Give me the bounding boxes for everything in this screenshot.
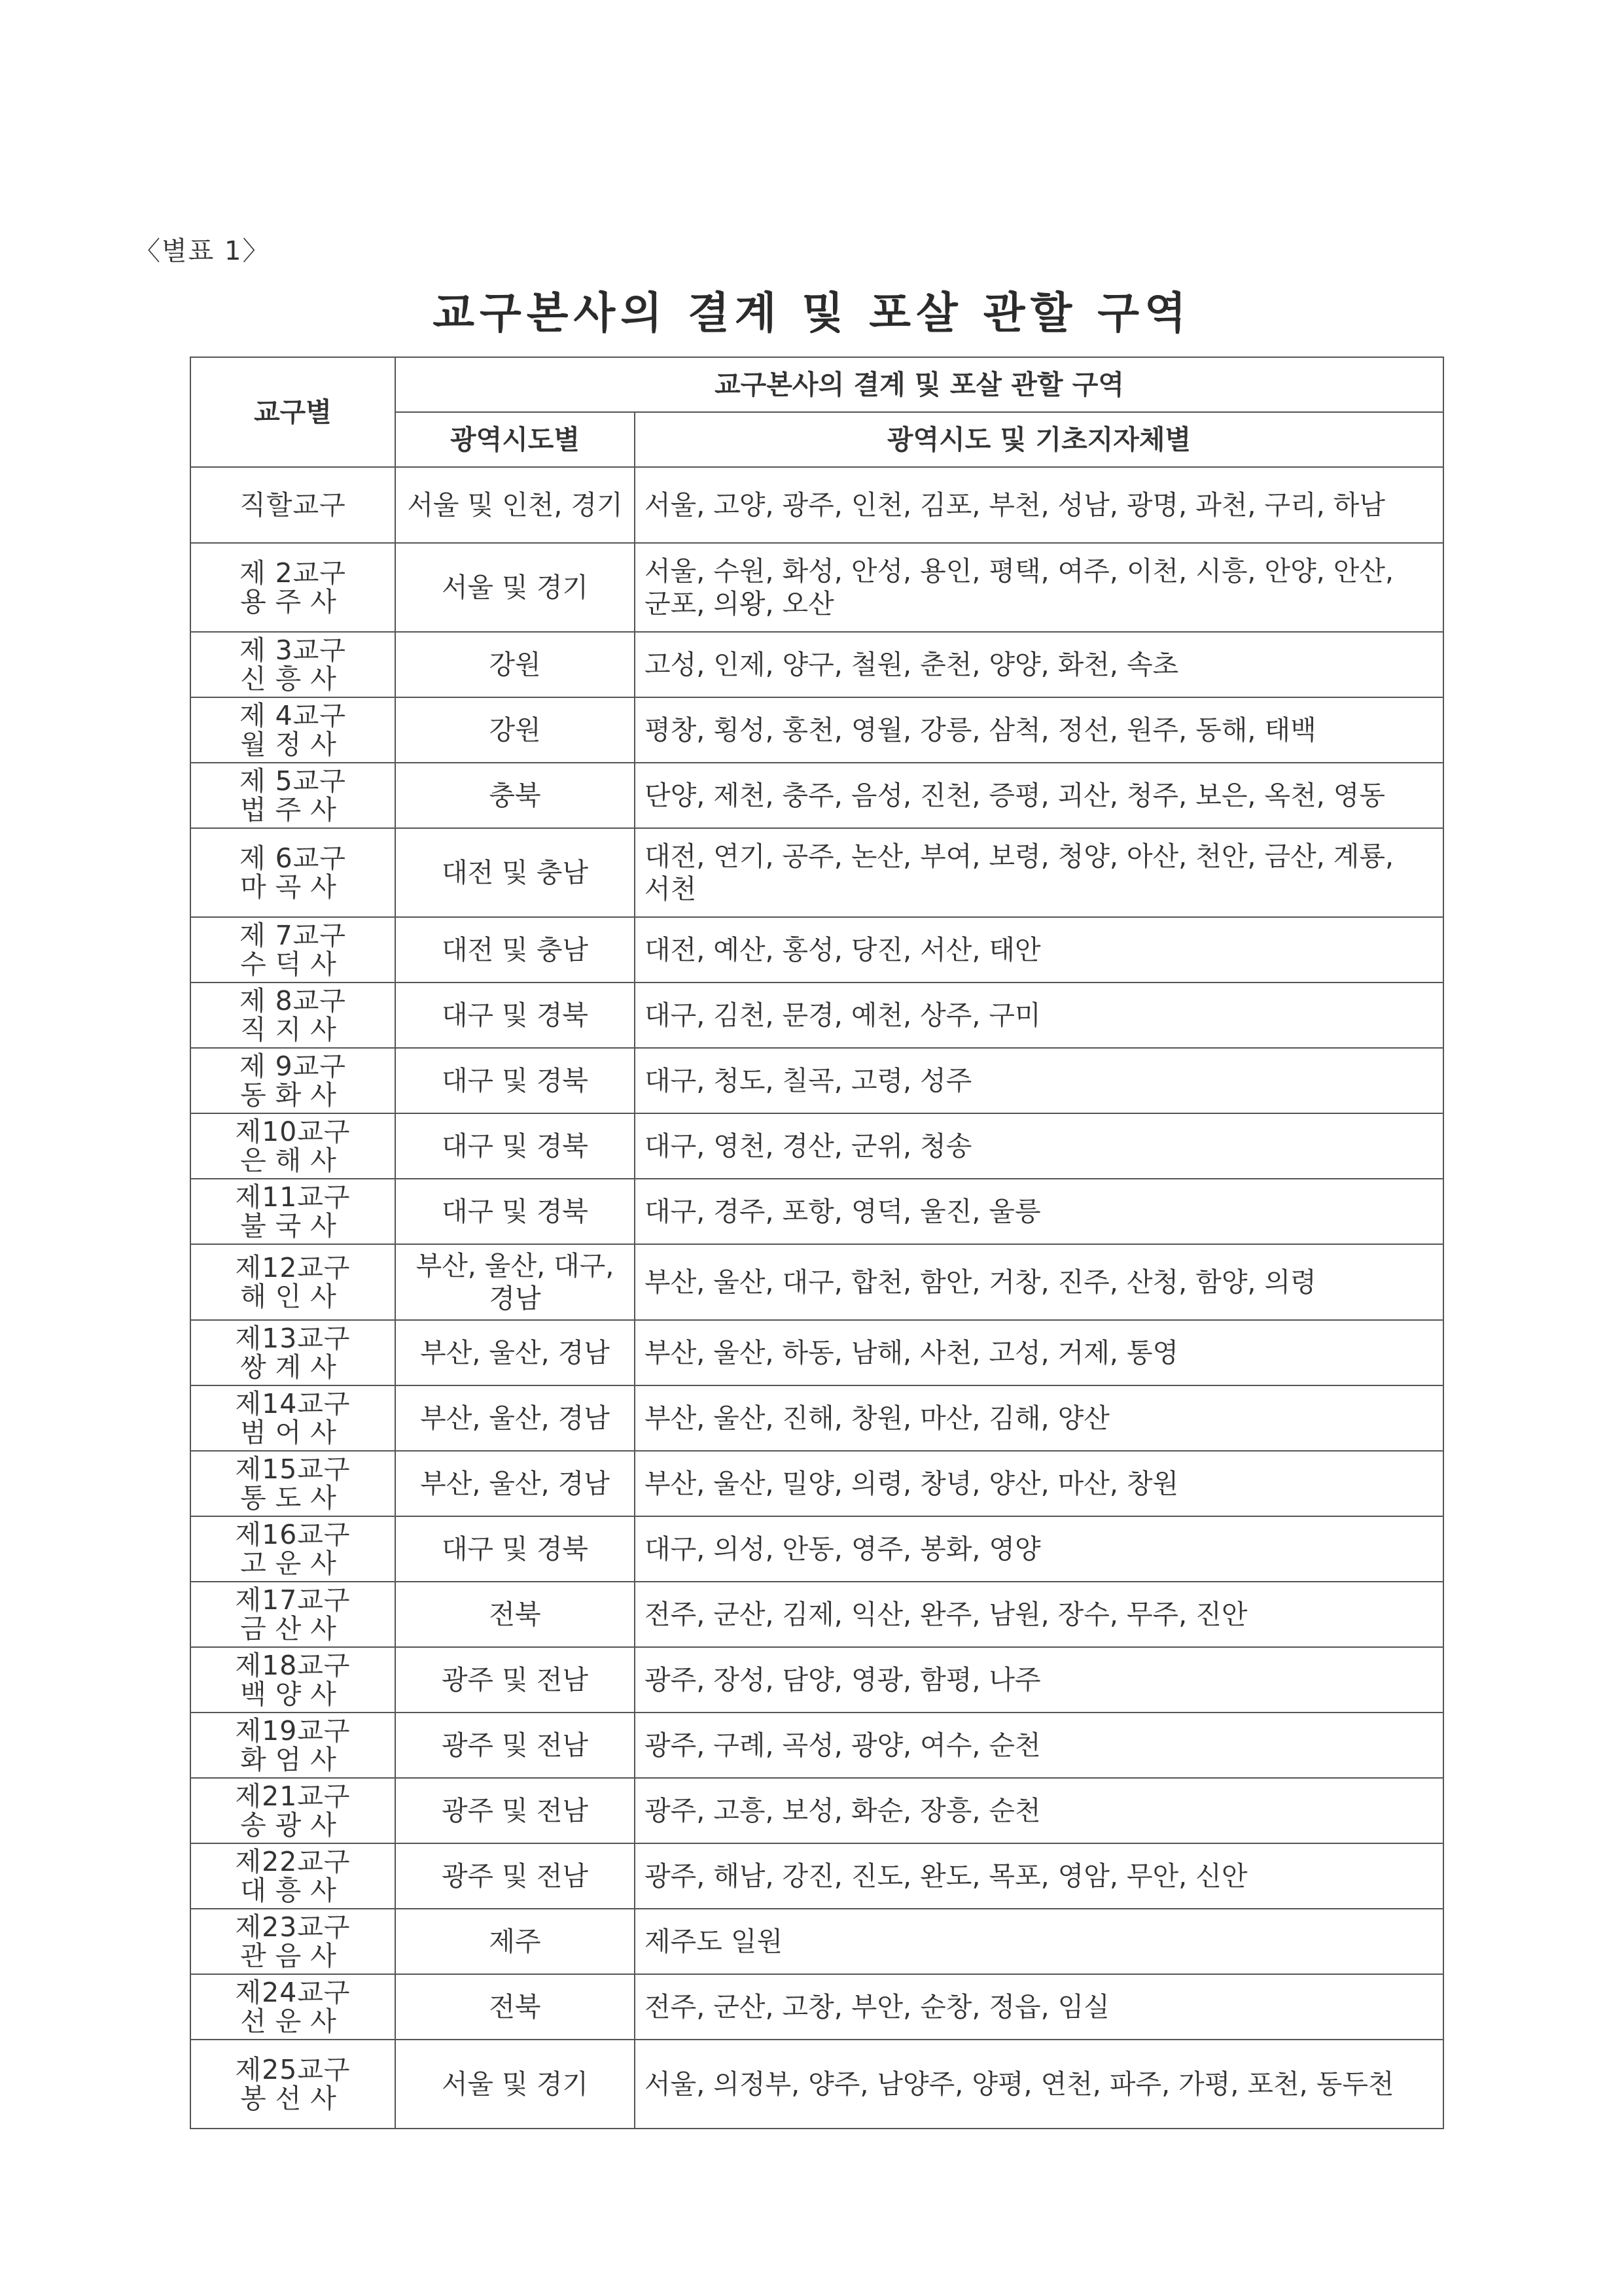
table-row (190, 543, 1443, 632)
region-cell: 전북 (395, 1582, 635, 1647)
district-cell (190, 1778, 395, 1843)
local-cell: 부산, 울산, 대구, 합천, 함안, 거창, 진주, 산청, 함양, 의령 (635, 1244, 1443, 1320)
region-cell: 서울 및 인천, 경기 (395, 467, 635, 543)
local-cell: 부산, 울산, 밀양, 의령, 창녕, 양산, 마산, 창원 (635, 1451, 1443, 1516)
district-number: 제19교구 (235, 1715, 351, 1747)
district-cell (190, 1974, 395, 2040)
region-cell: 대구 및 경북 (395, 1048, 635, 1113)
table-row (190, 1320, 1443, 1385)
table-row (190, 917, 1443, 983)
table-row (190, 632, 1443, 697)
local-cell: 대구, 영천, 경산, 군위, 청송 (635, 1113, 1443, 1179)
local-cell: 서울, 의정부, 양주, 남양주, 양평, 연천, 파주, 가평, 포천, 동두천 (635, 2040, 1443, 2129)
table-header (190, 357, 1443, 467)
region-cell: 부산, 울산, 대구, 경남 (395, 1244, 635, 1320)
district-number: 제11교구 (235, 1181, 351, 1213)
district-cell (190, 917, 395, 983)
local-cell: 대전, 예산, 홍성, 당진, 서산, 태안 (635, 917, 1443, 983)
district-cell (190, 1713, 395, 1778)
region-cell: 제주 (395, 1909, 635, 1974)
temple-name: 고운사 (240, 1548, 345, 1579)
temple-name: 직지사 (240, 1014, 345, 1045)
temple-name: 통도사 (240, 1482, 345, 1514)
temple-name: 금산사 (240, 1613, 345, 1644)
header-area-group: 교구본사의 결계 및 포살 관할 구역 (395, 357, 1443, 412)
local-cell: 부산, 울산, 하동, 남해, 사천, 고성, 거제, 통영 (635, 1320, 1443, 1385)
district-number: 제 5교구 (239, 765, 346, 797)
district-number: 제12교구 (235, 1252, 351, 1283)
table-row (190, 983, 1443, 1048)
district-number: 제 2교구 (239, 557, 346, 589)
annex-label: 〈별표 1〉 (134, 236, 270, 266)
temple-name: 마곡사 (240, 871, 345, 903)
table-row (190, 1516, 1443, 1582)
temple-name: 법주사 (240, 794, 345, 826)
district-cell (190, 828, 395, 917)
local-cell: 광주, 구례, 곡성, 광양, 여수, 순천 (635, 1713, 1443, 1778)
district-number: 제18교구 (235, 1650, 351, 1681)
region-cell: 충북 (395, 763, 635, 828)
local-cell: 광주, 장성, 담양, 영광, 함평, 나주 (635, 1647, 1443, 1713)
district-cell (190, 1909, 395, 1974)
district-cell (190, 632, 395, 697)
region-cell: 대구 및 경북 (395, 1179, 635, 1244)
region-cell: 대구 및 경북 (395, 983, 635, 1048)
district-number: 제13교구 (235, 1323, 351, 1354)
temple-name: 동화사 (240, 1079, 345, 1111)
local-cell: 대구, 청도, 칠곡, 고령, 성주 (635, 1048, 1443, 1113)
region-cell: 광주 및 전남 (395, 1843, 635, 1909)
table-row (190, 467, 1443, 543)
table-row (190, 1113, 1443, 1179)
jurisdiction-table (190, 357, 1444, 2129)
district-cell (190, 1244, 395, 1320)
temple-name: 수덕사 (240, 948, 345, 980)
local-cell: 대전, 연기, 공주, 논산, 부여, 보령, 청양, 아산, 천안, 금산, 계룡, 서천 (635, 828, 1443, 917)
local-cell: 부산, 울산, 진해, 창원, 마산, 김해, 양산 (635, 1385, 1443, 1451)
document-title: 교구본사의 결계 및 포살 관할 구역 (432, 288, 1192, 338)
district-number: 제25교구 (235, 2054, 351, 2085)
temple-name: 용주사 (240, 586, 345, 617)
table-row (190, 1179, 1443, 1244)
temple-name: 해인사 (240, 1281, 345, 1312)
table-row (190, 1778, 1443, 1843)
local-cell: 대구, 경주, 포항, 영덕, 울진, 울릉 (635, 1179, 1443, 1244)
temple-name: 송광사 (240, 1809, 345, 1841)
temple-name: 쌍계사 (240, 1351, 345, 1383)
temple-name: 봉선사 (240, 2083, 345, 2114)
local-cell: 단양, 제천, 충주, 음성, 진천, 증평, 괴산, 청주, 보은, 옥천, 영동 (635, 763, 1443, 828)
district-cell (190, 763, 395, 828)
district-number: 직할교구 (239, 489, 346, 521)
region-cell: 강원 (395, 632, 635, 697)
district-cell (190, 2040, 395, 2129)
table-row (190, 1451, 1443, 1516)
district-cell (190, 983, 395, 1048)
district-cell (190, 1451, 395, 1516)
local-cell: 대구, 김천, 문경, 예천, 상주, 구미 (635, 983, 1443, 1048)
district-cell (190, 697, 395, 763)
local-cell: 광주, 고흥, 보성, 화순, 장흥, 순천 (635, 1778, 1443, 1843)
district-number: 제17교구 (235, 1584, 351, 1616)
jurisdiction-table-container (190, 357, 1443, 2129)
table-row (190, 1244, 1443, 1320)
table-row (190, 2040, 1443, 2129)
temple-name: 불국사 (240, 1210, 345, 1242)
temple-name: 범어사 (240, 1417, 345, 1448)
table-row (190, 1385, 1443, 1451)
district-cell (190, 1516, 395, 1582)
region-cell: 대구 및 경북 (395, 1113, 635, 1179)
local-cell: 전주, 군산, 고창, 부안, 순창, 정읍, 임실 (635, 1974, 1443, 2040)
header-district: 교구별 (190, 357, 395, 467)
region-cell: 서울 및 경기 (395, 543, 635, 632)
local-cell: 서울, 고양, 광주, 인천, 김포, 부천, 성남, 광명, 과천, 구리, 하남 (635, 467, 1443, 543)
table-row (190, 1647, 1443, 1713)
district-cell (190, 1048, 395, 1113)
district-number: 제14교구 (235, 1388, 351, 1419)
temple-name: 선운사 (240, 2006, 345, 2037)
district-cell (190, 467, 395, 543)
temple-name: 월정사 (240, 729, 345, 760)
district-cell (190, 1843, 395, 1909)
region-cell: 광주 및 전남 (395, 1647, 635, 1713)
table-row (190, 1713, 1443, 1778)
local-cell: 고성, 인제, 양구, 철원, 춘천, 양양, 화천, 속초 (635, 632, 1443, 697)
region-cell: 서울 및 경기 (395, 2040, 635, 2129)
table-row (190, 763, 1443, 828)
table-row (190, 697, 1443, 763)
district-number: 제 7교구 (239, 920, 346, 951)
region-cell: 대전 및 충남 (395, 917, 635, 983)
district-cell (190, 1113, 395, 1179)
district-cell (190, 1385, 395, 1451)
temple-name: 신흥사 (240, 663, 345, 695)
region-cell: 대전 및 충남 (395, 828, 635, 917)
header-local: 광역시도 및 기초지자체별 (635, 412, 1443, 467)
temple-name: 관음사 (240, 1940, 345, 1972)
temple-name: 대흥사 (240, 1875, 345, 1906)
district-number: 제 6교구 (239, 843, 346, 874)
district-cell (190, 1179, 395, 1244)
district-number: 제22교구 (235, 1846, 351, 1877)
district-number: 제 8교구 (239, 985, 346, 1017)
region-cell: 부산, 울산, 경남 (395, 1451, 635, 1516)
region-cell: 부산, 울산, 경남 (395, 1320, 635, 1385)
table-row (190, 1843, 1443, 1909)
local-cell: 평창, 횡성, 홍천, 영월, 강릉, 삼척, 정선, 원주, 동해, 태백 (635, 697, 1443, 763)
district-number: 제15교구 (235, 1453, 351, 1485)
table-row (190, 1974, 1443, 2040)
district-number: 제24교구 (235, 1977, 351, 2008)
region-cell: 광주 및 전남 (395, 1713, 635, 1778)
local-cell: 광주, 해남, 강진, 진도, 완도, 목포, 영암, 무안, 신안 (635, 1843, 1443, 1909)
district-number: 제 3교구 (239, 635, 346, 666)
district-number: 제23교구 (235, 1911, 351, 1943)
district-number: 제21교구 (235, 1781, 351, 1812)
local-cell: 제주도 일원 (635, 1909, 1443, 1974)
local-cell: 대구, 의성, 안동, 영주, 봉화, 영양 (635, 1516, 1443, 1582)
region-cell: 광주 및 전남 (395, 1778, 635, 1843)
table-row (190, 1582, 1443, 1647)
local-cell: 전주, 군산, 김제, 익산, 완주, 남원, 장수, 무주, 진안 (635, 1582, 1443, 1647)
district-cell (190, 1582, 395, 1647)
table-row (190, 828, 1443, 917)
region-cell: 강원 (395, 697, 635, 763)
district-cell (190, 1647, 395, 1713)
district-cell (190, 543, 395, 632)
temple-name: 백양사 (240, 1679, 345, 1710)
table-row (190, 1048, 1443, 1113)
district-cell (190, 1320, 395, 1385)
temple-name: 화엄사 (240, 1744, 345, 1775)
district-number: 제 4교구 (239, 700, 346, 731)
district-number: 제16교구 (235, 1519, 351, 1550)
header-region: 광역시도별 (395, 412, 635, 467)
district-number: 제10교구 (235, 1116, 351, 1147)
district-number: 제 9교구 (239, 1051, 346, 1082)
temple-name: 은해사 (240, 1145, 345, 1176)
region-cell: 전북 (395, 1974, 635, 2040)
table-body (190, 467, 1443, 2129)
table-row (190, 1909, 1443, 1974)
local-cell: 서울, 수원, 화성, 안성, 용인, 평택, 여주, 이천, 시흥, 안양, 안산, 군포, 의왕, 오산 (635, 543, 1443, 632)
region-cell: 부산, 울산, 경남 (395, 1385, 635, 1451)
region-cell: 대구 및 경북 (395, 1516, 635, 1582)
